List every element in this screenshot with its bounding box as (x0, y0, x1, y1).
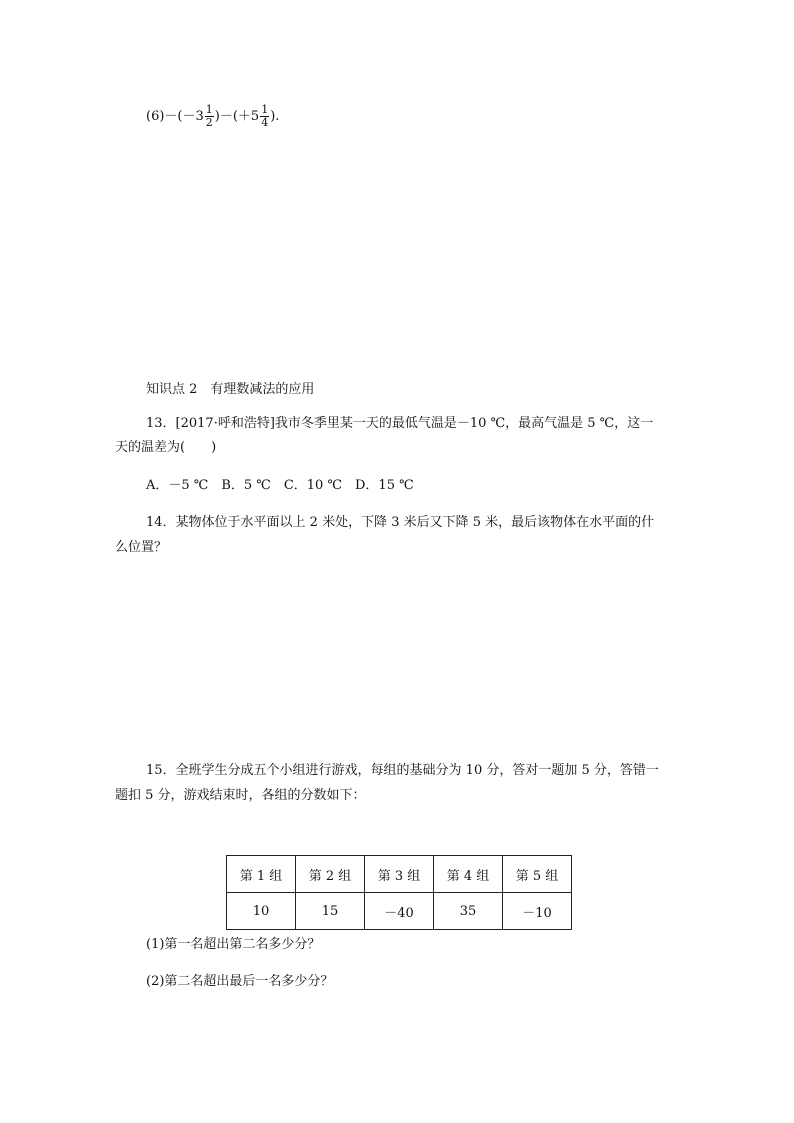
table-cell: 15 (296, 893, 365, 930)
fraction-one-half: $\frac{1}{2}$ (205, 103, 213, 129)
q13-line2: 天的温差为( ) (115, 440, 217, 455)
table-header-cell: 第 5 组 (503, 856, 572, 893)
q14-line1: 14．某物体位于水平面以上 2 米处，下降 3 米后又下降 5 米，最后该物体在水平面的什 (146, 515, 655, 530)
q15-line2: 题扣 5 分，游戏结束时，各组的分数如下： (115, 788, 366, 803)
q13-options: A．－5 ℃ B．5 ℃ C．10 ℃ D．15 ℃ (146, 478, 414, 493)
expression-6 (146, 104, 279, 129)
table-cell: 35 (434, 893, 503, 930)
table-header-cell: 第 4 组 (434, 856, 503, 893)
q15-line1: 15．全班学生分成五个小组进行游戏，每组的基础分为 10 分，答对一题加 5 分，答错一 (146, 763, 659, 778)
table-header-cell: 第 1 组 (227, 856, 296, 893)
expr-prefix: (6)－(－3 (146, 109, 204, 124)
q15-sub1: (1)第一名超出第二名多少分？ (146, 937, 321, 952)
table-cell: －40 (365, 893, 434, 930)
expr-middle: )－(＋5 (214, 109, 260, 124)
table-cell: 10 (227, 893, 296, 930)
score-table (226, 855, 572, 930)
section-title: 知识点 2 有理数减法的应用 (146, 382, 315, 397)
q14-line2: 么位置？ (115, 540, 168, 555)
table-header-row (227, 856, 572, 893)
table-header-cell: 第 2 组 (296, 856, 365, 893)
fraction-one-quarter: $\frac{1}{4}$ (261, 103, 269, 129)
expr-suffix: ). (270, 109, 280, 124)
table-cell: －10 (503, 893, 572, 930)
table-header-cell: 第 3 组 (365, 856, 434, 893)
q13-line1: 13．[2017·呼和浩特]我市冬季里某一天的最低气温是－10 ℃，最高气温是 5 ℃，这一 (146, 416, 654, 431)
q15-sub2: (2)第二名超出最后一名多少分？ (146, 974, 334, 989)
table-row (227, 893, 572, 930)
